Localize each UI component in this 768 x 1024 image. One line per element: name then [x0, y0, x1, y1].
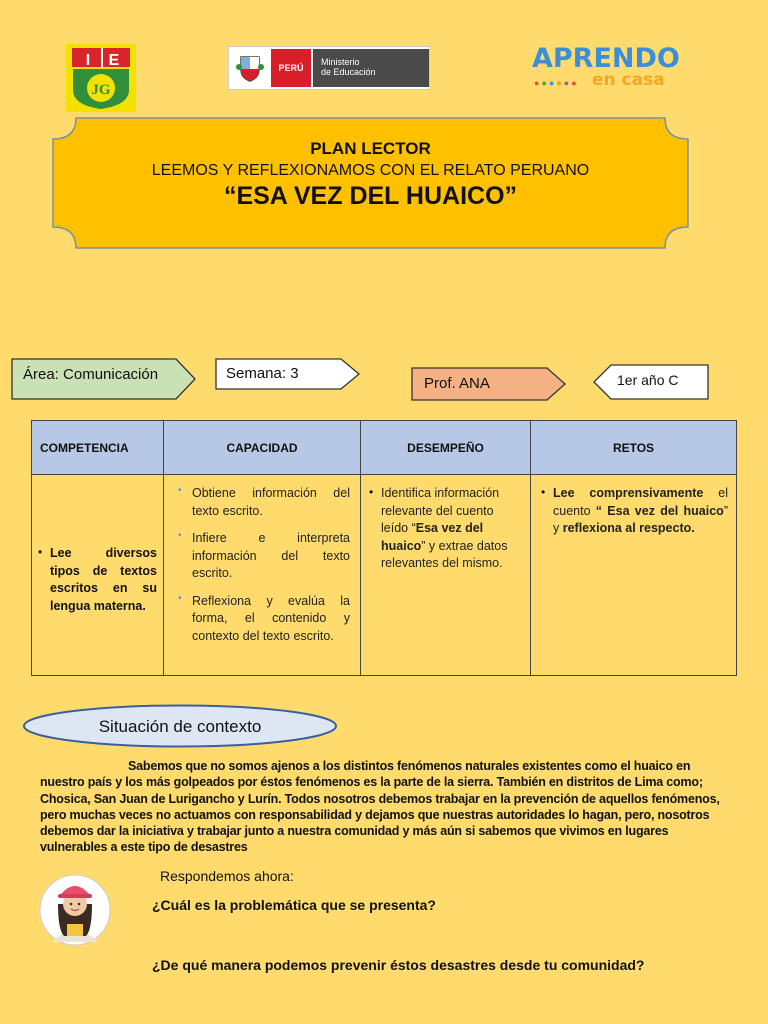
minedu-logo: [228, 46, 430, 90]
header-desempeno: DESEMPEÑO: [361, 421, 531, 475]
list-item: [178, 485, 350, 520]
list-item: [369, 485, 520, 573]
list-item: [541, 485, 728, 538]
bullet-icon: •: [38, 545, 43, 559]
retos-plain2: ” y: [553, 503, 728, 535]
question-2: ¿De qué manera podemos prevenir éstos desastres desde tu comunidad?: [152, 957, 645, 973]
situacion-title: Situación de contexto: [98, 717, 262, 736]
retos-bold1: Lee comprensivamente: [553, 486, 704, 500]
title-banner: [52, 117, 689, 249]
grado-tag: [593, 364, 709, 400]
context-paragraph: Sabemos que no somos ajenos a los distintos fenómenos naturales existentes como el huaico en nuestro país y los más golpeados por éstos fenómenos es la parte de la sierra. También en distritos de Lima como; Chosica, San Juan de Lurigancho y Lurín. Todos nosotros debemos trabajar en la prevención de aquellos fenómenos, pero muchas veces no actuamos con responsabilidad y dejamos que nuestras autoridades lo hagan, pero, nosotros debemos dar la iniciativa y trabajar junto a nuestra comunidad y más aún si sabemos que vivimos en lugares vulnerables a este tipo de desastres: [40, 759, 720, 855]
header-capacidad: CAPACIDAD: [164, 421, 361, 475]
peru-label: PERÚ: [271, 49, 311, 87]
school-logo: [66, 44, 136, 112]
bullet-icon: •: [178, 530, 182, 541]
ministry-line2: de Educación: [321, 67, 376, 77]
bullet-icon: •: [369, 485, 374, 499]
school-letter-i: I: [85, 52, 91, 69]
retos-bold3: reflexiona al respecto.: [562, 521, 695, 535]
header-retos: RETOS: [531, 421, 737, 475]
capacidad-2: Infiere e interpreta información del texto escrito.: [192, 531, 350, 580]
retos-text: [553, 485, 728, 538]
aprendo-text: APRENDO: [532, 43, 680, 74]
respondemos-label: Respondemos ahora:: [160, 868, 294, 884]
competencia-item: [38, 545, 157, 615]
title-text-block: [52, 139, 689, 211]
plan-lector-title: PLAN LECTOR: [310, 139, 431, 158]
desempeno-part1: Identifica información relevante del cuento leído “: [381, 486, 500, 535]
ministry-line1: Ministerio: [321, 57, 360, 68]
en-casa-text: en casa: [592, 70, 665, 90]
prof-tag: [411, 367, 566, 401]
list-item: [178, 530, 350, 583]
situacion-pill: [22, 704, 338, 748]
competencia-text: Lee diversos tipos de textos escritos en su lengua materna.: [50, 546, 157, 613]
retos-plain1: el cuento: [553, 486, 728, 518]
bullet-icon: •: [178, 592, 182, 604]
subtitle: LEEMOS Y REFLEXIONAMOS CON EL RELATO PERUANO: [151, 162, 590, 179]
bullet-icon: •: [178, 485, 182, 496]
question-1: ¿Cuál es la problemática que se presenta?: [152, 897, 436, 913]
area-label: Área: Comunicación: [23, 366, 159, 383]
student-avatar: [38, 874, 112, 946]
cell-desempeno: [361, 475, 531, 676]
grado-label: 1er año C: [617, 372, 679, 388]
ministry-label: [313, 49, 429, 87]
cell-capacidad: [164, 475, 361, 676]
aprendo-en-casa-logo: [532, 44, 682, 94]
peru-shield-icon: [229, 47, 271, 89]
story-title: “ESA VEZ DEL HUAICO”: [223, 182, 518, 210]
cell-competencia: [32, 475, 164, 676]
retos-bold2: “ Esa vez del huaico: [595, 503, 724, 518]
school-monogram: JG: [91, 82, 111, 98]
table-header-row: [32, 421, 737, 475]
area-tag: [11, 358, 196, 400]
semana-tag: [215, 358, 360, 390]
header-competencia: COMPETENCIA: [32, 421, 164, 475]
desempeno-text: [381, 485, 520, 573]
prof-label: Prof. ANA: [424, 375, 490, 392]
cell-retos: [531, 475, 737, 676]
semana-label: Semana: 3: [226, 365, 299, 382]
competencias-table: [31, 420, 737, 676]
desempeno-part2: ” y extrae datos relevantes del mismo.: [381, 538, 508, 570]
table-row: [32, 475, 737, 676]
desempeno-bold: Esa vez del huaico: [381, 521, 484, 553]
list-item: [178, 593, 350, 646]
school-letter-e: E: [108, 52, 120, 69]
capacidad-3: Reflexiona y evalúa la forma, el contenido y contexto del texto escrito.: [192, 593, 350, 643]
bullet-icon: •: [541, 485, 546, 499]
capacidad-1: Obtiene información del texto escrito.: [192, 486, 350, 518]
color-dots-icon: ●●●●●●: [534, 78, 579, 88]
